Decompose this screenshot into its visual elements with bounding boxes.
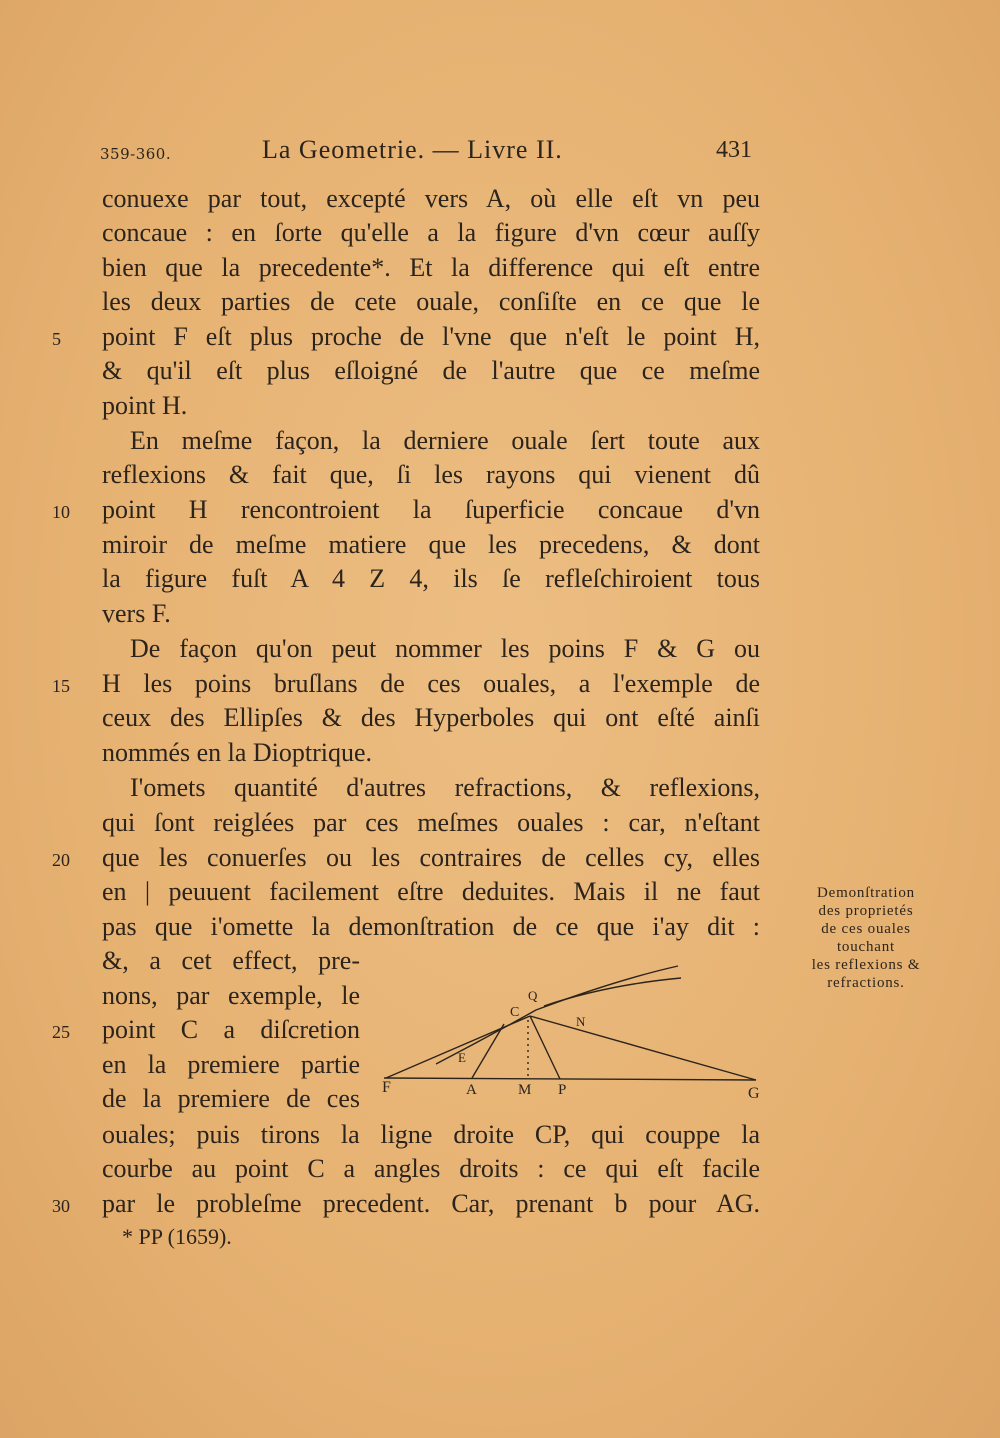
text-line: nommés en la Dioptrique. [102, 738, 373, 767]
base-line-FG [384, 1078, 756, 1080]
text-line: en | peuuent facilement eſtre deduites. Mais il ne faut [102, 877, 760, 906]
text-line: la figure fuſt A 4 Z 4, ils ſe refleſchiroient tous [102, 564, 760, 593]
text-line: pas que i'omette la demonſtration de ce que i'ay dit : [102, 912, 760, 941]
text-line: par le probleſme precedent. Car, prenant b pour AG. [102, 1189, 760, 1218]
running-header [0, 135, 1000, 171]
header-page-range: 359-360. [100, 145, 172, 163]
text-line: courbe au point C a angles droits : ce qui eſt facile [102, 1154, 760, 1183]
text-line: point C a diſcretion [102, 1015, 360, 1044]
text-line: & qu'il eſt plus eſloigné de l'autre que ce meſme [102, 356, 760, 385]
label-N: N [576, 1014, 586, 1029]
header-page-number: 431 [716, 137, 752, 163]
text-line: I'omets quantité d'autres refractions, & reflexions, [130, 773, 760, 802]
text-line: point F eſt plus proche de l'vne que n'eſt le point H, [102, 322, 760, 351]
line-number: 30 [52, 1196, 70, 1216]
label-A: A [466, 1082, 477, 1098]
label-E: E [458, 1050, 466, 1065]
text-line: ceux des Ellipſes & des Hyperboles qui ont eſté ainſi [102, 703, 760, 732]
margin-note [796, 884, 936, 992]
label-G: G [748, 1085, 760, 1102]
geometry-figure [376, 950, 772, 1112]
text-line: les deux parties de cete ouale, conſiſte en ce que le [102, 287, 760, 316]
label-Q: Q [528, 988, 538, 1003]
tangent-segment [472, 1024, 504, 1078]
text-line: H les poins bruſlans de ces ouales, a l'exemple de [102, 669, 760, 698]
text-line: En meſme façon, la derniere ouale ſert toute aux [130, 426, 760, 455]
line-CP [530, 1016, 560, 1079]
line-number: 25 [52, 1022, 70, 1042]
text-line: qui ſont reiglées par ces meſmes ouales : car, n'eſtant [102, 808, 760, 837]
figure-lines [384, 966, 756, 1080]
text-line: en la premiere partie [102, 1050, 360, 1079]
margin-note-line: de ces ouales [821, 921, 911, 937]
text-line: point H rencontroient la ſuperficie concaue d'vn [102, 495, 760, 524]
footnote: * PP (1659). [122, 1224, 232, 1249]
line-CF [386, 1016, 530, 1078]
text-line: point H. [102, 391, 188, 420]
text-line: conuexe par tout, excepté vers A, où elle eſt vn peu [102, 184, 760, 213]
text-line: de la premiere de ces [102, 1084, 360, 1113]
header-title: La Geometrie. — Livre II. [262, 135, 563, 164]
text-line: nons, par exemple, le [102, 981, 360, 1010]
text-line: miroir de meſme matiere que les precedens, & dont [102, 530, 760, 559]
line-number: 10 [52, 502, 70, 522]
text-line: ouales; puis tirons la ligne droite CP, qui couppe la [102, 1120, 760, 1149]
margin-note-line: refractions. [827, 975, 905, 991]
line-number: 15 [52, 676, 70, 696]
text-line: De façon qu'on peut nommer les poins F & G ou [130, 634, 760, 663]
text-line: concaue : en ſorte qu'elle a la figure d'vn cœur auſſy [102, 218, 760, 247]
margin-note-line: touchant [836, 939, 896, 955]
line-number: 20 [52, 850, 70, 870]
label-C: C [510, 1005, 520, 1020]
margin-note-line: les reflexions & [811, 957, 921, 973]
text-line: &, a cet effect, pre- [102, 946, 360, 975]
label-F: F [382, 1079, 391, 1096]
oval-curve [436, 966, 678, 1064]
text-line: reflexions & fait que, ſi les rayons qui vienent dû [102, 460, 760, 489]
text-line: vers F. [102, 599, 171, 628]
upper-curve [544, 978, 681, 1006]
text-line: bien que la precedente*. Et la difference qui eſt entre [102, 253, 760, 282]
margin-note-line: Demonſtration [817, 885, 915, 901]
line-CG [530, 1016, 756, 1080]
label-M: M [518, 1082, 532, 1098]
margin-note-line: des proprietés [818, 903, 914, 919]
label-P: P [558, 1082, 567, 1098]
text-line: que les conuerſes ou les contraires de celles cy, elles [102, 843, 760, 872]
line-number: 5 [52, 329, 61, 349]
